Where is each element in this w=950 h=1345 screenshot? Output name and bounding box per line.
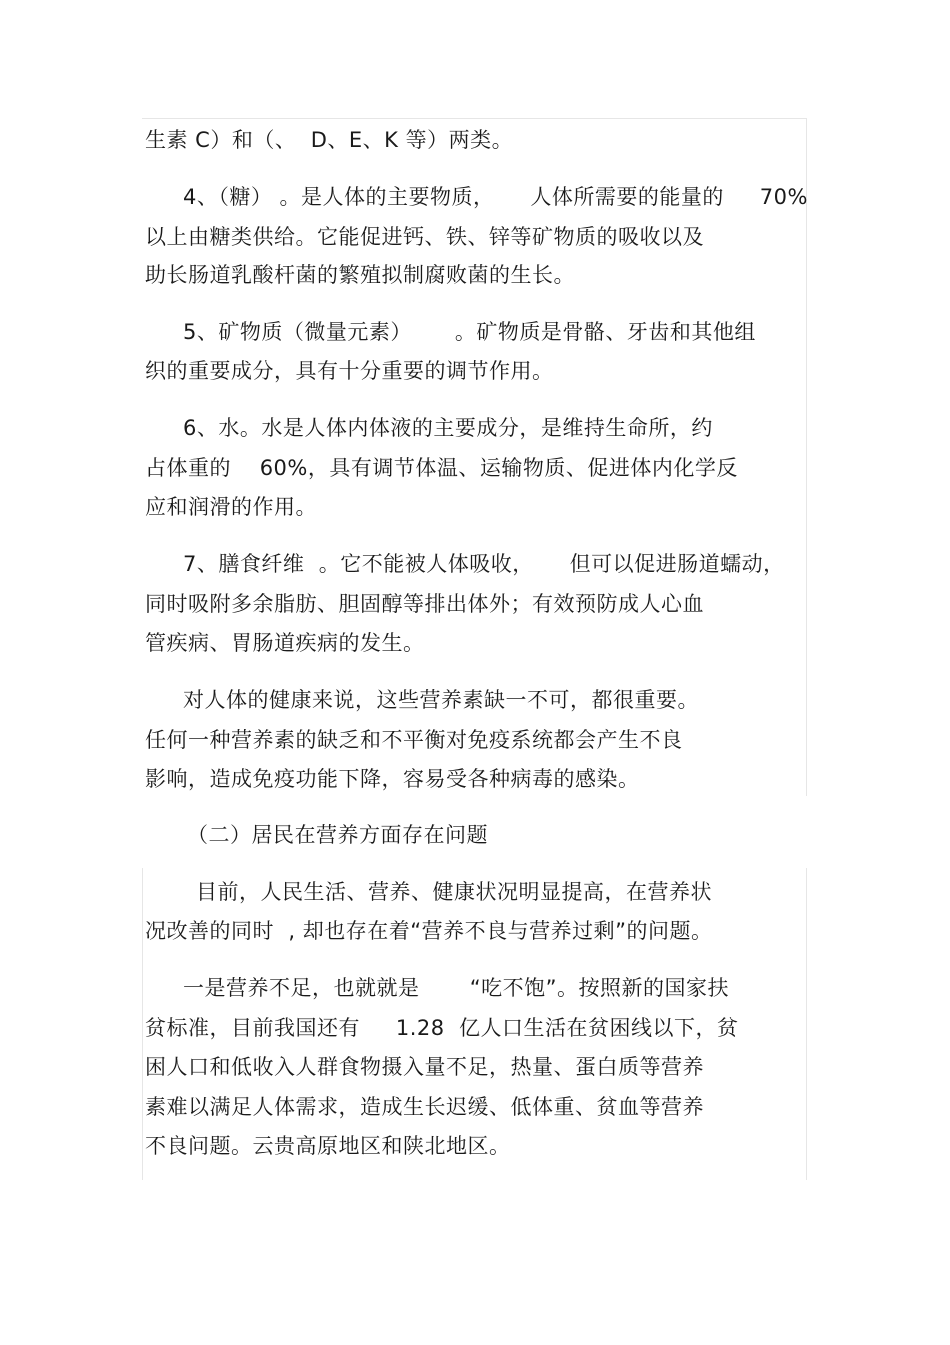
text-line: 素难以满足人体需求，造成生长迟缓、低体重、贫血等营养 bbox=[145, 1095, 704, 1119]
text-line: 6、水。水是人体内体液的主要成分，是维持生命所，约 bbox=[183, 416, 713, 440]
frame-right-rule-lower bbox=[806, 868, 807, 1180]
text-line: 以上由糖类供给。它能促进钙、铁、锌等矿物质的吸收以及 bbox=[145, 225, 704, 249]
frame-right-rule-upper bbox=[806, 118, 807, 796]
section-heading: （二）居民在营养方面存在问题 bbox=[187, 823, 488, 847]
text-line: 占体重的 60%，具有调节体温、运输物质、促进体内化学反 bbox=[145, 456, 738, 480]
text-line: 对人体的健康来说，这些营养素缺一不可，都很重要。 bbox=[183, 688, 699, 712]
text-line: 目前，人民生活、营养、健康状况明显提高，在营养状 bbox=[196, 880, 712, 904]
text-line: 困人口和低收入人群食物摄入量不足，热量、蛋白质等营养 bbox=[145, 1055, 704, 1079]
text-line: 同时吸附多余脂肪、胆固醇等排出体外；有效预防成人心血 bbox=[145, 592, 704, 616]
text-line: 织的重要成分，具有十分重要的调节作用。 bbox=[145, 359, 554, 383]
text-line: 管疾病、胃肠道疾病的发生。 bbox=[145, 631, 425, 655]
text-line: 生素 C）和（、 D、E、K 等）两类。 bbox=[145, 128, 514, 152]
text-line: 应和润滑的作用。 bbox=[145, 495, 317, 519]
text-line: 贫标准，目前我国还有 1.28 亿人口生活在贫困线以下，贫 bbox=[145, 1016, 739, 1040]
text-line: 7、膳食纤维 。它不能被人体吸收， 但可以促进肠道蠕动， bbox=[183, 552, 785, 576]
text-line: 况改善的同时 , 却也存在着“营养不良与营养过剩”的问题。 bbox=[145, 919, 713, 943]
frame-top-rule bbox=[142, 118, 806, 119]
text-line: 5、矿物质（微量元素） 。矿物质是骨骼、牙齿和其他组 bbox=[183, 320, 756, 344]
text-line: 4、（糖） 。是人体的主要物质， 人体所需要的能量的 70% bbox=[183, 185, 808, 209]
text-line: 影响，造成免疫功能下降，容易受各种病毒的感染。 bbox=[145, 767, 640, 791]
text-line: 不良问题。云贵高原地区和陕北地区。 bbox=[145, 1134, 511, 1158]
text-line: 助长肠道乳酸杆菌的繁殖拟制腐败菌的生长。 bbox=[145, 263, 575, 287]
text-line: 一是营养不足，也就就是 “吃不饱”。按照新的国家扶 bbox=[183, 976, 729, 1000]
text-line: 任何一种营养素的缺乏和不平衡对免疫系统都会产生不良 bbox=[145, 728, 683, 752]
frame-left-rule-lower bbox=[142, 868, 143, 1180]
